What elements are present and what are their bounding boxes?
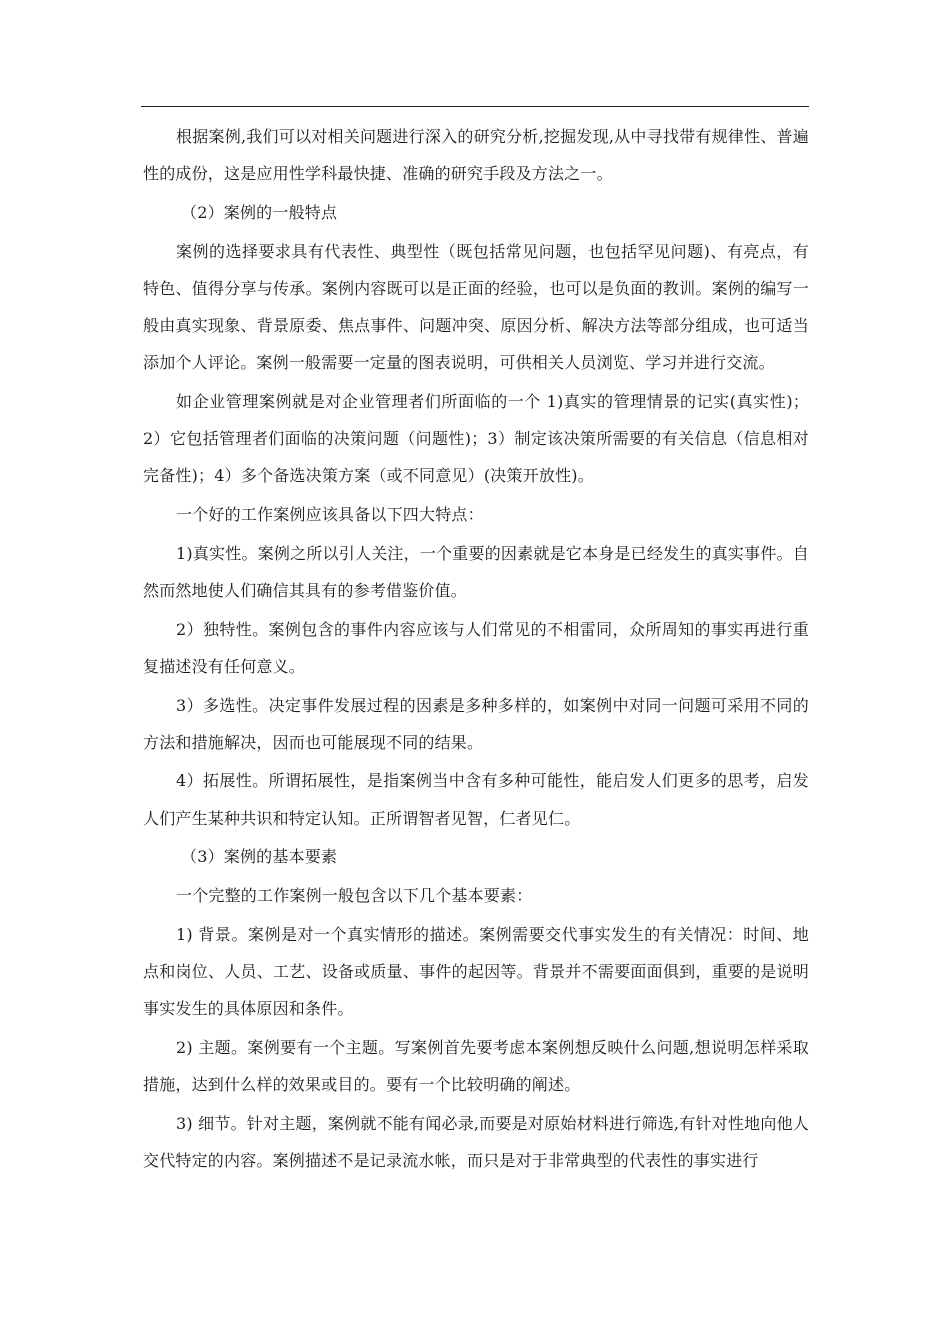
list-item-background: 1) 背景。案例是对一个真实情形的描述。案例需要交代事实发生的有关情况：时间、地点和岗位、人员、工艺、设备或质量、事件的起因等。背景并不需要面面俱到，重要的是说明事实发生的具体原因和条件。 <box>143 924 809 1019</box>
list-item-extensibility: 4）拓展性。所谓拓展性，是指案例当中含有多种可能性，能启发人们更多的思考，启发人们产生某种共识和特定认知。正所谓智者见智，仁者见仁。 <box>143 771 809 828</box>
paragraph-case-analysis: 根据案例,我们可以对相关问题进行深入的研究分析,挖掘发现,从中寻找带有规律性、普遍性的成份，这是应用性学科最快捷、准确的研究手段及方法之一。 <box>143 127 809 184</box>
paragraph-enterprise-case: 如企业管理案例就是对企业管理者们所面临的一个 1)真实的管理情景的记实(真实性)；2）它包括管理者们面临的决策问题（问题性)；3）制定该决策所需要的有关信息（信息相对完备性)；4）多个备选决策方案（或不同意见）(决策开放性)。 <box>143 391 809 486</box>
list-item-multiple-choice: 3）多选性。决定事件发展过程的因素是多种多样的，如案例中对同一问题可采用不同的方法和措施解决，因而也可能展现不同的结果。 <box>143 695 809 752</box>
list-item-authenticity: 1)真实性。案例之所以引人关注，一个重要的因素就是它本身是已经发生的真实事件。自然而然地使人们确信其具有的参考借鉴价值。 <box>143 543 809 600</box>
list-item-theme: 2) 主题。案例要有一个主题。写案例首先要考虑本案例想反映什么问题,想说明怎样采取措施，达到什么样的效果或目的。要有一个比较明确的阐述。 <box>143 1037 809 1095</box>
paragraph-four-features-intro: 一个好的工作案例应该具备以下四大特点： <box>176 505 484 525</box>
header-rule <box>141 106 809 107</box>
paragraph-case-selection: 案例的选择要求具有代表性、典型性（既包括常见问题，也包括罕见问题)、有亮点，有特色、值得分享与传承。案例内容既可以是正面的经验，也可以是负面的教训。案例的编写一般由真实现象、背景原委、焦点事件、问题冲突、原因分析、解决方法等部分组成，也可适当添加个人评论。案例一般需要一定量的图表说明，可供相关人员浏览、学习并进行交流。 <box>143 241 809 373</box>
document-body <box>143 118 809 1181</box>
section-heading-basic-elements: （3）案例的基本要素 <box>181 847 338 867</box>
paragraph-elements-intro: 一个完整的工作案例一般包含以下几个基本要素： <box>176 886 533 906</box>
section-heading-general-features: （2）案例的一般特点 <box>181 202 338 222</box>
list-item-details: 3) 细节。针对主题，案例就不能有闻必录,而要是对原始材料进行筛选,有针对性地向他人交代特定的内容。案例描述不是记录流水帐，而只是对于非常典型的代表性的事实进行 <box>143 1113 809 1170</box>
list-item-uniqueness: 2）独特性。案例包含的事件内容应该与人们常见的不相雷同，众所周知的事实再进行重复描述没有任何意义。 <box>143 619 809 676</box>
